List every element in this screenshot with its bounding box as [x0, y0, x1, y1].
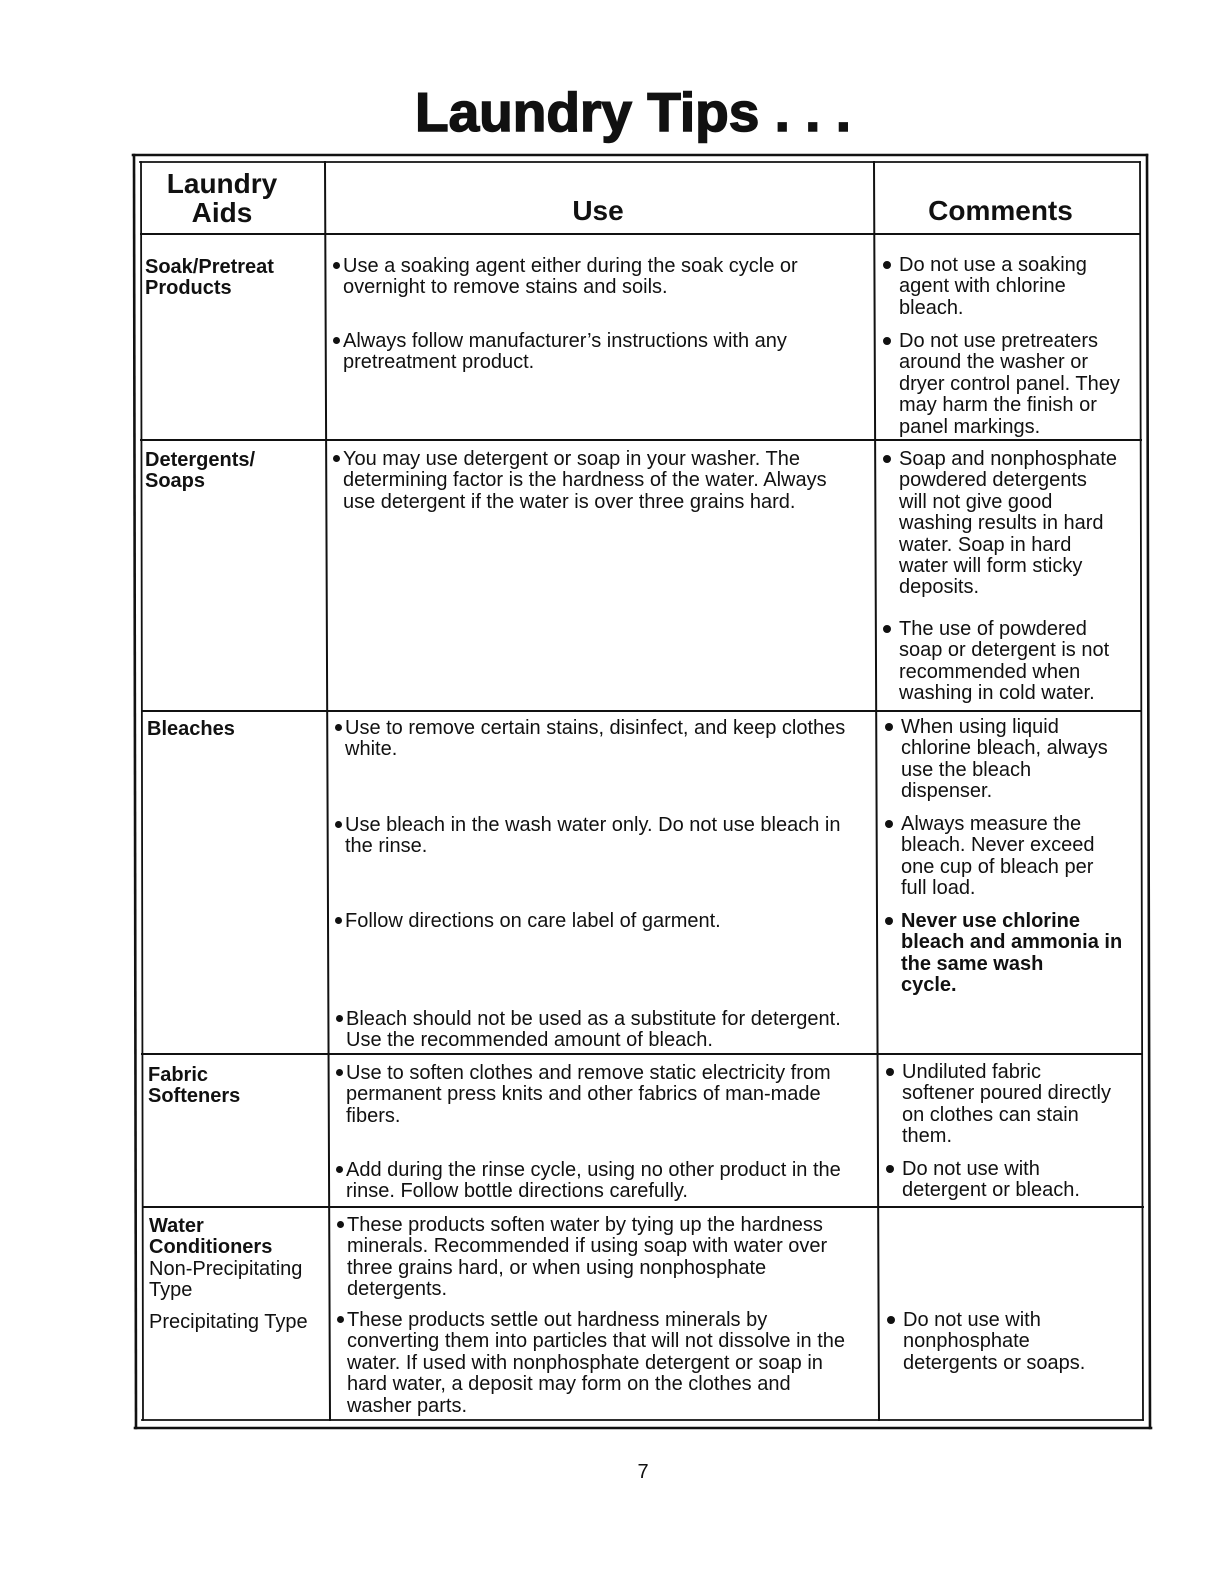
comment-item-text: Do not use with detergent or bleach. — [902, 1158, 1080, 1202]
laundry-aid-label: Water Conditioners — [149, 1215, 273, 1259]
comment-item-text: The use of powdered soap or detergent is not recommended when washing in cold water. — [899, 618, 1110, 705]
bullet-icon — [336, 1069, 343, 1076]
bullet-icon — [337, 1316, 344, 1323]
comment-item-text: Soap and nonphosphate powdered detergents will not give good washing results in hard water. Soap in hard water will form sticky deposits. — [899, 448, 1117, 599]
use-item — [337, 1310, 845, 1417]
use-item-text: Use a soaking agent either during the soak cycle or overnight to remove stains and soils. — [343, 255, 798, 299]
use-item — [336, 1160, 841, 1203]
table-row-fabric-softeners — [141, 1054, 1143, 1207]
bullet-icon — [885, 820, 893, 828]
comment-item — [886, 1159, 1080, 1202]
comment-item-text: When using liquid chlorine bleach, always use the bleach dispenser. — [901, 716, 1108, 803]
use-item-text: Follow directions on care label of garment. — [345, 910, 721, 932]
comment-item — [883, 331, 1120, 438]
bullet-icon — [883, 337, 891, 345]
use-item-text: Bleach should not be used as a substitute for detergent. Use the recommended amount of bleach. — [346, 1008, 841, 1052]
use-item-text: Add during the rinse cycle, using no other product in the rinse. Follow bottle directions carefully. — [346, 1159, 841, 1203]
laundry-aid-label: Soak/Pretreat Products — [145, 256, 274, 300]
use-item — [336, 1009, 841, 1052]
bullet-icon — [335, 724, 342, 731]
table-outer-border-left — [134, 155, 136, 1428]
comment-item — [883, 449, 1117, 599]
use-item — [335, 815, 840, 858]
use-item — [335, 911, 721, 932]
header-laundry-aids: Laundry Aids — [166, 168, 278, 228]
comment-item-warning — [885, 911, 1122, 997]
table-outer-border-right — [1147, 155, 1150, 1428]
laundry-aid-label: Bleaches — [147, 718, 235, 740]
use-item-text: Use bleach in the wash water only. Do not use bleach in the rinse. — [345, 814, 841, 858]
comment-item-text: Do not use pretreaters around the washer or dryer control panel. They may harm the finish or panel markings. — [899, 330, 1120, 438]
comment-item-text: Always measure the bleach. Never exceed one cup of bleach per full load. — [901, 813, 1095, 900]
bullet-icon — [333, 337, 340, 344]
water-conditioner-type-label: Non-Precipitating Type — [149, 1258, 303, 1302]
header-comments: Comments — [928, 195, 1073, 226]
bullet-icon — [883, 261, 891, 269]
use-item — [333, 449, 827, 513]
use-item-text: These products soften water by tying up the hardness minerals. Recommended if using soap with water over three grains hard, or when using nonphosphate detergents. — [347, 1214, 828, 1301]
bullet-icon — [335, 821, 342, 828]
comment-item — [886, 1062, 1111, 1148]
bullet-icon — [887, 1316, 895, 1324]
comment-item — [883, 255, 1087, 319]
use-item — [333, 256, 798, 299]
table-row-water-conditioners — [141, 1207, 1143, 1420]
use-item — [336, 1063, 831, 1127]
table-row-bleaches — [141, 711, 1143, 1054]
use-item-text: Always follow manufacturer’s instructions with any pretreatment product. — [343, 330, 787, 374]
use-item-text: Use to remove certain stains, disinfect, and keep clothes white. — [345, 717, 846, 761]
bullet-icon — [336, 1166, 343, 1173]
bullet-icon — [335, 917, 342, 924]
laundry-aid-label: Detergents/ Soaps — [145, 449, 256, 493]
page-number: 7 — [637, 1461, 649, 1483]
comment-item — [883, 619, 1109, 705]
bullet-icon — [337, 1221, 344, 1228]
comment-item — [885, 717, 1108, 803]
bullet-icon — [885, 723, 893, 731]
comment-item-text: Never use chlorine bleach and ammonia in the same wash cycle. — [901, 910, 1123, 997]
use-item-text: You may use detergent or soap in your washer. The determining factor is the hardness of the water. Always use detergent if the water is over three grains hard. — [343, 448, 827, 513]
use-item-text: Use to soften clothes and remove static electricity from permanent press knits and other fabrics of man-made fibers. — [346, 1062, 831, 1127]
comment-item-text: Do not use a soaking agent with chlorine bleach. — [899, 254, 1087, 319]
laundry-tips-table — [133, 154, 1152, 1430]
page-title: Laundry Tips . . . — [415, 81, 851, 143]
use-item-text: These products settle out hardness minerals by converting them into particles that will not dissolve in the water. If used with nonphosphate detergent or soap in hard water, a deposit may form on the clothes and washer parts. — [347, 1309, 846, 1417]
use-item — [337, 1215, 827, 1301]
use-item — [335, 718, 845, 761]
table-row-detergents-soaps — [141, 440, 1143, 711]
bullet-icon — [886, 1165, 894, 1173]
water-conditioner-type-label: Precipitating Type — [149, 1311, 308, 1333]
table-header-row — [141, 162, 1143, 234]
bullet-icon — [333, 262, 340, 269]
comment-item-text: Do not use with nonphosphate detergents or soaps. — [903, 1309, 1086, 1374]
comment-item — [885, 814, 1094, 900]
header-use: Use — [572, 195, 624, 226]
comment-item — [887, 1310, 1085, 1374]
bullet-icon — [886, 1068, 894, 1076]
bullet-icon — [883, 625, 891, 633]
laundry-aid-label: Fabric Softeners — [148, 1064, 241, 1108]
bullet-icon — [333, 455, 340, 462]
comment-item-text: Undiluted fabric softener poured directly on clothes can stain them. — [902, 1061, 1112, 1148]
use-item — [333, 331, 787, 374]
bullet-icon — [885, 917, 893, 925]
table-row-soak-pretreat-products — [141, 234, 1143, 440]
bullet-icon — [883, 455, 891, 463]
bullet-icon — [336, 1015, 343, 1022]
